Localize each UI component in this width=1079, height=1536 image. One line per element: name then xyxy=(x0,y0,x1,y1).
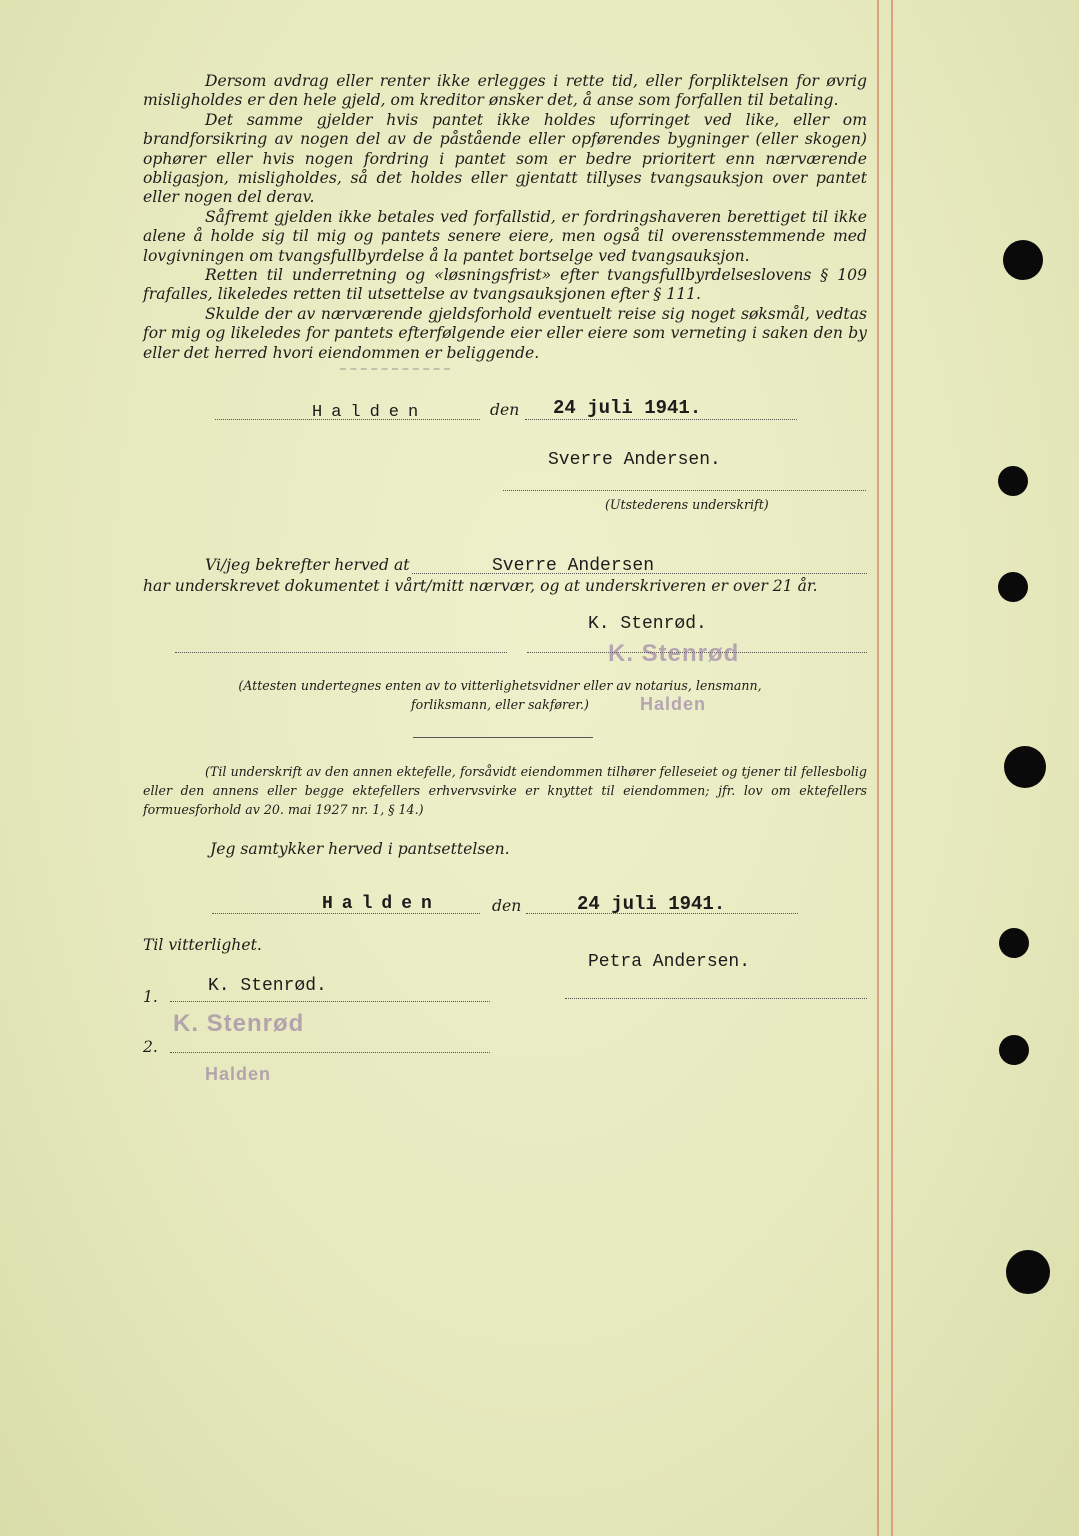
witness-signature-line-1 xyxy=(175,652,507,653)
terms-paragraph: Dersom avdrag eller renter ikke erlegges i rette tid, eller forpliktelsen for øvrig misligholdes er den hele gjeld, om kreditor ønsker det, å anse som forfallen til betaling. xyxy=(143,72,867,110)
witness-1-line xyxy=(170,1001,490,1002)
spouse-place: Halden xyxy=(322,894,441,914)
witness-2-line xyxy=(170,1052,490,1053)
issuer-place: Halden xyxy=(312,403,428,422)
spouse-den-label: den xyxy=(492,897,522,915)
witness-2-stamp-name: K. Stenrød xyxy=(173,1010,305,1037)
margin-line xyxy=(891,0,893,1536)
witness-heading: Til vitterlighet. xyxy=(143,936,262,954)
spouse-legal-note: (Til underskrift av den annen ektefelle, forsåvidt eiendommen tilhører felleseiet og tjener til fellesbolig eller den annens eller begge ektefellers erhvervsvirke er knyttet til eiendommen; jfr. lov om ektefellers formuesforhold av 20. mai 1927 nr. 1, § 14.) xyxy=(143,764,867,817)
binder-hole xyxy=(998,466,1028,496)
issuer-signature-caption: (Utstederens underskrift) xyxy=(605,497,769,512)
binder-hole xyxy=(999,1035,1029,1065)
binder-hole xyxy=(1003,240,1043,280)
issuer-date: 24 juli 1941. xyxy=(553,397,702,419)
terms-paragraph: Retten til underretning og «løsningsfrist» efter tvangsfullbyrdelseslovens § 109 frafalles, likeledes retten til utsettelse av tvangsauksjonen efter § 111. xyxy=(143,266,867,304)
binder-hole xyxy=(1006,1250,1050,1294)
issuer-signature-line xyxy=(503,490,866,491)
witness-lead-text: Vi/jeg bekrefter herved at xyxy=(205,556,410,574)
terms-paragraph: Skulde der av nærværende gjeldsforhold eventuelt reise sig noget søksmål, vedtas for mig og likeledes for pantets efterfølgende eier eller eiere som verneting i saken den by eller det herred hvori eiendommen er beliggende. xyxy=(143,304,867,362)
binder-hole xyxy=(1004,746,1046,788)
binder-hole xyxy=(998,572,1028,602)
margin-line xyxy=(877,0,879,1536)
witness-2-stamp-place: Halden xyxy=(205,1064,272,1084)
witness-stamp-name: K. Stenrød xyxy=(608,640,740,667)
issuer-den-label: den xyxy=(490,401,520,419)
spouse-signature: Petra Andersen. xyxy=(588,952,751,972)
witness-number-2: 2. xyxy=(143,1038,158,1056)
witness-number-1: 1. xyxy=(143,988,158,1006)
terms-text xyxy=(143,72,867,363)
spouse-date: 24 juli 1941. xyxy=(577,893,726,915)
witness-1-signature: K. Stenrød. xyxy=(208,976,327,996)
issuer-signature: Sverre Andersen. xyxy=(548,450,721,470)
terms-paragraph: Såfremt gjelden ikke betales ved forfallstid, er fordringshaveren berettiget til ikke alene å holde sig til mig og pantets senere eiere, men også til overensstemmende med lovgivningen om tvangsfullbyrdelse å la pantet bortselge ved tvangsauksjon. xyxy=(143,207,867,265)
witness-instruction-note: (Attesten undertegnes enten av to vitterlighetsvidner eller av notarius, lensmann, forliksmann, eller sakfører.) xyxy=(238,678,762,712)
issuer-date-line xyxy=(525,419,797,420)
witness-confirmed-name: Sverre Andersen xyxy=(492,556,655,576)
faint-dash-marks xyxy=(340,368,450,370)
separator-line xyxy=(413,737,593,738)
spouse-signature-line xyxy=(565,998,867,999)
witness-signature: K. Stenrød. xyxy=(588,614,707,634)
witness-body-text: har underskrevet dokumentet i vårt/mitt nærvær, og at underskriveren er over 21 år. xyxy=(143,577,818,595)
binder-hole xyxy=(999,928,1029,958)
terms-paragraph: Det samme gjelder hvis pantet ikke holdes uforringet ved like, eller om brandforsikring av nogen del av de påstående eller opførendes bygninger (eller skogen) ophører eller hvis nogen fordring i pantet som er bedre prioritert enn nærværende obligasjon, misligholdes, så det holdes eller gjentatt tillyses tvangsauksjon over pantet eller nogen del derav. xyxy=(143,110,867,207)
spouse-consent-text: Jeg samtykker herved i pantsettelsen. xyxy=(210,840,510,858)
witness-stamp-place: Halden xyxy=(640,694,707,714)
